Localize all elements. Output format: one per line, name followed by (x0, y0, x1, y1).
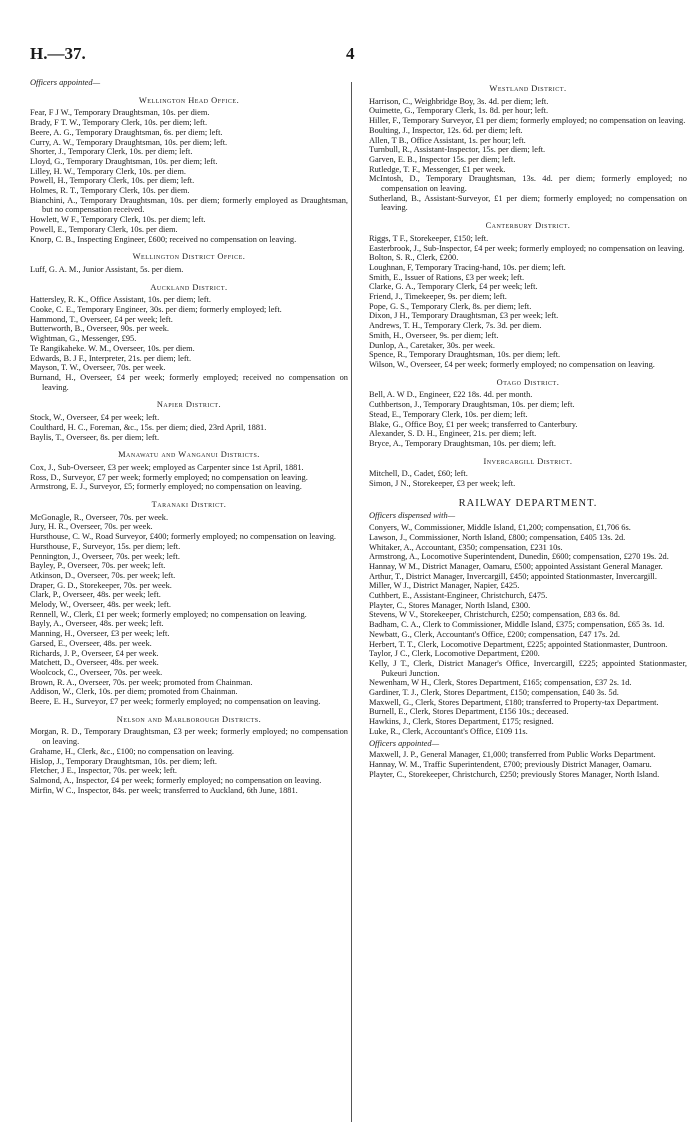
officers-dispensed-label: Officers dispensed with— (369, 511, 456, 521)
list-item: Bayley, P., Overseer, 70s. per week; left. (30, 561, 166, 571)
list-item: Edwards, B. J F., Interpreter, 21s. per diem; left. (30, 353, 192, 363)
list-item: Smith, E., Issuer of Rations, £3 per week; left. (369, 272, 525, 282)
officers-appointed-label: Officers appointed— (30, 78, 101, 87)
section-title: Otago District. (496, 377, 560, 387)
list-item: Rennell, W., Clerk, £1 per week; formerly employed; no compensation on leaving. (30, 609, 307, 619)
railway-officers-appointed-label: Officers appointed— (369, 738, 440, 748)
list-item: Curry, A. W., Temporary Draughtsman, 10s. per diem; left. (30, 137, 228, 147)
section-title: Wellington District Office. (132, 252, 246, 262)
list-item: Playter, C., Stores Manager, North Island, £300. (369, 600, 531, 610)
list-item: Wightman, G., Messenger, £95. (30, 334, 137, 344)
list-item: Bolton, S. R., Clerk, £200. (369, 253, 459, 263)
section-title: Invercargill District. (483, 456, 573, 466)
list-item: Dixon, J H., Temporary Draughtsman, £3 per week; left. (369, 311, 559, 321)
list-item: Grahame, H., Clerk, &c., £100; no compensation on leaving. (30, 746, 234, 756)
list-item: Knorp, C. B., Inspecting Engineer, £600; received no compensation on leaving. (30, 234, 297, 244)
list-item: Ross, D., Surveyor, £7 per week; formerly employed; no compensation on leaving. (30, 472, 308, 482)
list-item: Coulthard, H. C., Foreman, &c., 15s. per diem; died, 23rd April, 1881. (30, 422, 267, 432)
list-item: McGonagle, R., Overseer, 70s. per week. (30, 512, 169, 522)
list-item: Newenham, W H., Clerk, Stores Department, £165; compensation, £37 2s. 1d. (369, 678, 632, 688)
list-item: Draper, G. D., Storekeeper, 70s. per week. (30, 580, 172, 590)
railway-dispensed-list (369, 523, 687, 736)
list-item: Te Rangikaheke. W. M., Overseer, 10s. per diem. (30, 343, 195, 353)
list-item: Stock, W., Overseer, £4 per week; left. (30, 413, 160, 423)
column-divider (351, 82, 352, 1122)
section-title: Auckland District. (150, 282, 228, 292)
list-item: Newbatt, G., Clerk, Accountant's Office, £200; compensation, £47 17s. 2d. (369, 629, 620, 639)
list-item: Rutledge, T. F., Messenger, £1 per week. (369, 164, 506, 174)
list-item: Gardiner, T. J., Clerk, Stores Department, £150; compensation, £40 3s. 5d. (369, 688, 619, 698)
list-item: Holmes, R. T., Temporary Clerk, 10s. per diem. (30, 186, 190, 196)
list-item: Cox, J., Sub-Overseer, £3 per week; employed as Carpenter since 1st April, 1881. (30, 462, 304, 472)
list-item: Hiller, F., Temporary Surveyor, £1 per diem; formerly employed; no compensation on leaving. (369, 116, 686, 126)
list-item: Spence, R., Temporary Draughtsman, 10s. per diem; left. (369, 350, 561, 360)
right-sections (369, 84, 687, 489)
list-item: Richards, J. P., Overseer, £4 per week. (30, 648, 159, 658)
list-item: Lawson, J., Commissioner, North Island, £800; compensation, £405 13s. 2d. (369, 532, 626, 542)
list-item: Salmond, A., Inspector, £4 per week; formerly employed; no compensation on leaving. (30, 776, 322, 785)
list-item: Whitaker, A., Accountant, £350; compensation, £231 10s. (369, 542, 563, 552)
list-item: Conyers, W., Commissioner, Middle Island, £1,200; compensation, £1,706 6s. (369, 523, 631, 533)
list-item: Bianchini, A., Temporary Draughtsman, 10s. per diem; formerly employed as Draughtsman, but no compensation received. (30, 195, 348, 215)
list-item: Boulting, J., Inspector, 12s. 6d. per diem; left. (369, 125, 523, 135)
list-item: Stead, E., Temporary Clerk, 10s. per diem; left. (369, 409, 528, 419)
section-title: Wellington Head Office. (138, 95, 240, 105)
railway-department-title: RAILWAY DEPARTMENT. (458, 497, 598, 509)
list-item: Burnell, E., Clerk, Stores Department, £156 10s.; deceased. (369, 707, 569, 717)
list-item: Pennington, J., Overseer, 70s. per week; left. (30, 551, 180, 561)
list-item: Howlett, W F., Temporary Clerk, 10s. per diem; left. (30, 215, 206, 225)
list-item: Powell, H., Temporary Clerk, 10s. per diem; left. (30, 176, 195, 186)
section-title: Manawatu and Wanganui Districts. (118, 450, 260, 460)
list-item: Pope, G. S., Temporary Clerk, 8s. per diem; left. (369, 301, 532, 311)
list-item: Beere, E. H., Surveyor, £7 per week; formerly employed; no compensation on leaving. (30, 697, 321, 707)
list-item: Beere, A. G., Temporary Draughtsman, 6s. per diem; left. (30, 127, 223, 137)
list-item: Badham, C. A., Clerk to Commissioner, Middle Island, £375; compensation, £65 3s. 1d. (369, 620, 665, 630)
list-item: Dunlop, A., Caretaker, 30s. per week. (369, 340, 495, 350)
list-item: Friend, J., Timekeeper, 9s. per diem; left. (369, 292, 507, 302)
document-id: H.—37. (30, 44, 86, 63)
list-item: McIntosh, D., Temporary Draughtsman, 13s. 4d. per diem; formerly employed; no compensation on leaving. (369, 174, 687, 194)
right-column (369, 76, 687, 779)
list-item: Allen, T B., Office Assistant, 1s. per hour; left. (369, 135, 526, 145)
list-item: Mitchell, D., Cadet, £60; left. (369, 469, 468, 479)
list-item: Manning, H., Overseer, £3 per week; left. (30, 629, 170, 639)
list-item: Addison, W., Clerk, 10s. per diem; promoted from Chainman. (30, 687, 238, 697)
list-item: Maxwell, J. P., General Manager, £1,000; transferred from Public Works Department. (369, 750, 656, 760)
list-item: Clark, P., Overseer, 48s. per week; left. (30, 590, 161, 600)
list-item: Bryce, A., Temporary Draughtsman, 10s. per diem; left. (369, 438, 556, 448)
page-number: 4 (346, 44, 355, 63)
list-item: Baylis, T., Overseer, 8s. per diem; left. (30, 432, 160, 442)
list-item: Matchett, D., Overseer, 48s. per week. (30, 658, 159, 668)
section-title: Nelson and Marlborough Districts. (116, 714, 262, 724)
list-item: Mirfin, W C., Inspector, 84s. per week; transferred to Auckland, 6th June, 1881. (30, 785, 298, 795)
list-item: Smith, H., Overseer, 9s. per diem; left. (369, 330, 499, 340)
list-item: Herbert, T. T., Clerk, Locomotive Department, £225; appointed Stationmaster, Duntroon. (369, 639, 668, 649)
page-header (30, 44, 670, 68)
list-item: Lilley, H. W., Temporary Clerk, 10s. per diem. (30, 166, 186, 176)
list-item: Clarke, G. A., Temporary Clerk, £4 per week; left. (369, 282, 538, 292)
section-title: Westland District. (489, 84, 567, 93)
list-item: Kelly, J T., Clerk, District Manager's Office, Invercargill, £225; appointed Stationmaster, Pukeuri Junction. (369, 658, 687, 678)
list-item: Playter, C., Storekeeper, Christchurch, £250; previously Stores Manager, North Island. (369, 769, 660, 779)
list-item: Andrews, T. H., Temporary Clerk, 7s. 3d. per diem. (369, 321, 542, 331)
list-item: Ouimette, G., Temporary Clerk, 1s. 8d. per hour; left. (369, 106, 549, 116)
list-item: Lloyd, G., Temporary Draughtsman, 10s. per diem; left. (30, 156, 218, 166)
list-item: Hursthouse, F., Surveyor, 15s. per diem; left. (30, 541, 181, 551)
list-item: Wilson, W., Overseer, £4 per week; formerly employed; no compensation on leaving. (369, 359, 655, 369)
list-item: Shorter, J., Temporary Clerk, 10s. per diem; left. (30, 147, 193, 157)
list-item: Fletcher, J E., Inspector, 70s. per week; left. (30, 766, 178, 776)
list-item: Alexander, S. D. H., Engineer, 21s. per diem; left. (369, 429, 537, 439)
list-item: Garven, E. B., Inspector 15s. per diem; left. (369, 154, 516, 164)
list-item: Armstrong, A., Locomotive Superintendent, Dunedin, £600; compensation, £270 19s. 2d. (369, 552, 669, 562)
list-item: Hammond, T., Overseer, £4 per week; left. (30, 314, 173, 324)
list-item: Butterworth, B., Overseer, 90s. per week. (30, 324, 169, 334)
list-item: Arthur, T., District Manager, Invercargill, £450; appointed Stationmaster, Invercargill. (369, 571, 657, 581)
list-item: Hawkins, J., Clerk, Stores Department, £175; resigned. (369, 717, 554, 727)
list-item: Sutherland, B., Assistant-Surveyor, £1 per diem; formerly employed; no compensation on leaving. (369, 193, 687, 213)
list-item: Burnand, H., Overseer, £4 per week; formerly employed; received no compensation on leaving. (30, 372, 348, 392)
list-item: Turnbull, R., Assistant-Inspector, 15s. per diem; left. (369, 145, 546, 155)
list-item: Morgan, R. D., Temporary Draughtsman, £3 per week; formerly employed; no compensation on leaving. (30, 727, 348, 747)
list-item: Hursthouse, C. W., Road Surveyor, £400; formerly employed; no compensation on leaving. (30, 532, 337, 542)
list-item: Luff, G. A. M., Junior Assistant, 5s. per diem. (30, 264, 184, 274)
list-item: Hattersley, R. K., Office Assistant, 10s. per diem; left. (30, 295, 211, 305)
list-item: Melody, W., Overseer, 48s. per week; left. (30, 600, 171, 610)
section-title: Napier District. (156, 400, 222, 410)
list-item: Riggs, T F., Storekeeper, £150; left. (369, 233, 489, 243)
list-item: Hannay, W M., District Manager, Oamaru, £500; appointed Assistant General Manager. (369, 561, 663, 571)
section-title: Canterbury District. (485, 221, 571, 231)
list-item: Maxwell, G., Clerk, Stores Department, £180; transferred to Property-tax Department. (369, 697, 659, 707)
list-item: Hannay, W. M., Traffic Superintendent, £700; previously District Manager, Oamaru. (369, 760, 652, 769)
list-item: Stevens, W V., Storekeeper, Christchurch, £250; compensation, £83 6s. 8d. (369, 610, 620, 620)
list-item: Woolcock, C., Overseer, 70s. per week. (30, 667, 163, 677)
list-item: Brown, R. A., Overseer, 70s. per week; promoted from Chainman. (30, 677, 253, 687)
list-item: Fear, F J W., Temporary Draughtsman, 10s. per diem. (30, 108, 210, 118)
list-item: Hislop, J., Temporary Draughtsman, 10s. per diem; left. (30, 756, 217, 766)
list-item: Armstrong, E. J., Surveyor, £5; formerly employed; no compensation on leaving. (30, 482, 302, 492)
list-item: Cuthbert, E., Assistant-Engineer, Christchurch, £475. (369, 591, 548, 601)
left-column (30, 76, 348, 795)
list-item: Harrison, C., Weighbridge Boy, 3s. 4d. per diem; left. (369, 96, 549, 106)
list-item: Easterbrook, J., Sub-Inspector, £4 per week; formerly employed; no compensation on leaving. (369, 243, 685, 253)
left-sections (30, 96, 348, 796)
list-item: Mayson, T. W., Overseer, 70s. per week. (30, 363, 166, 373)
list-item: Garsed, E., Overseer, 48s. per week. (30, 638, 152, 648)
list-item: Powell, E., Temporary Clerk, 10s. per diem. (30, 224, 178, 234)
list-item: Jury, H. R., Overseer, 70s. per week. (30, 522, 153, 532)
list-item: Luke, R., Clerk, Accountant's Office, £109 11s. (369, 726, 528, 736)
list-item: Blake, G., Office Boy, £1 per week; transferred to Canterbury. (369, 419, 578, 429)
section-title: Taranaki District. (151, 500, 227, 510)
railway-appointed-list (369, 750, 687, 779)
list-item: Bell, A. W D., Engineer, £22 18s. 4d. per month. (369, 390, 533, 400)
list-item: Bayly, A., Overseer, 48s. per week; left. (30, 619, 164, 629)
list-item: Atkinson, D., Overseer, 70s. per week; left. (30, 570, 176, 580)
list-item: Taylor, J C., Clerk, Locomotive Department, £200. (369, 649, 540, 659)
list-item: Simon, J N., Storekeeper, £3 per week; left. (369, 479, 516, 489)
list-item: Brady, F T. W., Temporary Clerk, 10s. per diem; left. (30, 118, 208, 128)
list-item: Cuthbertson, J., Temporary Draughtsman, 10s. per diem; left. (369, 400, 575, 410)
list-item: Loughnan, F, Temporary Tracing-hand, 10s. per diem; left. (369, 262, 566, 272)
list-item: Cooke, C. E., Temporary Engineer, 30s. per diem; formerly employed; left. (30, 305, 282, 315)
list-item: Miller, W J., District Manager, Napier, £425. (369, 581, 520, 591)
